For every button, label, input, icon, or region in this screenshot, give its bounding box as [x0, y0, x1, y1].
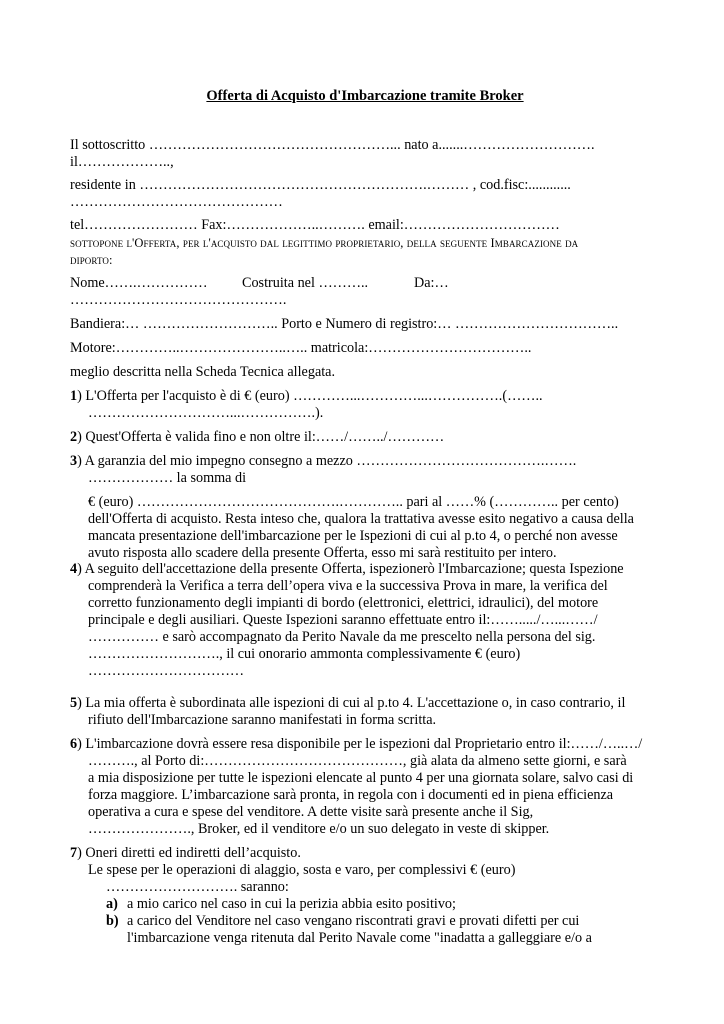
clause-text: ) L'imbarcazione dovrà essere resa disponibile per le ispezioni dal Proprietario entro il:……/…..…/ [77, 736, 643, 752]
contact-line: tel…………………… Fax:………………..………. email:…………………………… [70, 217, 560, 233]
clause-text: ……………… la somma di [88, 470, 247, 486]
built-in-field: Costruita nel ……….. [242, 275, 369, 291]
sub-item-text-b: a carico del Venditore nel caso vengano riscontrati gravi e provati difetti per cui [127, 913, 580, 929]
clause-text: forza maggiore. L’imbarcazione sarà pronta, in regola con i documenti ed in piena efficienza [88, 787, 614, 803]
clause-text: Le spese per le operazioni di alaggio, sosta e varo, per complessivi € (euro) [88, 862, 516, 878]
clause-text: ………………………., il cui onorario ammonta complessivamente € (euro) [88, 646, 521, 662]
document-title: Offerta di Acquisto d'Imbarcazione tramite Broker [206, 88, 524, 104]
clause-text: ) A garanzia del mio impegno consegno a mezzo ………………………………….……. [77, 453, 577, 469]
clause-number: 4 [70, 561, 78, 577]
clause-text: ) L'Offerta per l'acquisto è di € (euro) …………...…………...…………….(…….. [77, 388, 543, 404]
offer-statement-continuation: diporto: [70, 253, 113, 267]
clause-number: 2 [70, 429, 78, 445]
clause-text: ………………………. saranno: [106, 879, 289, 895]
technical-sheet-note: meglio descritta nella Scheda Tecnica allegata. [70, 364, 336, 380]
buyer-name-line: Il sottoscritto ……………………………………………... nato a.......………………………. [70, 137, 595, 153]
clause-text: dell'Offerta di acquisto. Resta inteso che, qualora la trattativa avesse esito negativo a causa della [88, 511, 634, 527]
birth-date-line: il……………….., [70, 154, 174, 170]
clause-text: operativa a cura e spese del venditore. A dette visite sarà presente anche il Sig, [88, 804, 534, 820]
clause-number: 5 [70, 695, 78, 711]
clause-text: ) La mia offerta è subordinata alle ispezioni di cui al p.to 4. L'accettazione o, in caso contrario, il [77, 695, 626, 711]
clause-text: principale e degli ausiliari. Queste Ispezioni saranno effettuate entro il:……...../…...……/ [88, 612, 598, 628]
clause-text: ………., al Porto di:……………………………………, già alata da almeno sette giorni, e sarà [88, 753, 627, 769]
clause-text: a mia disposizione per tutte le ispezioni elencate al punto 4 per una giornata solare, salvo casi di [88, 770, 634, 786]
offer-statement-line: sottopone l'Offerta, per l'acquisto dal legittimo proprietario, della seguente Imbarcazione da [70, 236, 579, 250]
clause-text: ) A seguito dell'accettazione della presente Offerta, ispezionerò l'Imbarcazione; questa Ispezione [77, 561, 624, 577]
clause-text: ) Oneri diretti ed indiretti dell’acquisto. [77, 845, 301, 861]
builder-field: Da:… [414, 275, 449, 291]
boat-name-continuation: ………………………………………. [70, 292, 287, 308]
clause-text: ) Quest'Offerta è valida fino e non oltre il:……/……../………… [77, 429, 445, 445]
sub-item-text-b-continuation: l'imbarcazione venga ritenuta dal Perito Navale come "inadatta a galleggiare e/o a [127, 930, 592, 946]
sub-item-text-a: a mio carico nel caso in cui la perizia abbia esito positivo; [127, 896, 456, 912]
clause-text: avuto risposta allo scadere della presente Offerta, esso mi sarà restituito per intero. [88, 545, 557, 561]
clause-text: …………… e sarò accompagnato da Perito Navale da me prescelto nella persona del sig. [88, 629, 596, 645]
sub-item-label-b: b) [106, 913, 119, 929]
clause-text: rifiuto dell'Imbarcazione saranno manifestati in forma scritta. [88, 712, 437, 728]
clause-text: …………………………… [88, 663, 245, 679]
sub-item-label-a: a) [106, 896, 118, 912]
flag-registry-line: Bandiera:… ……………………….. Porto e Numero di registro:… …………………………….. [70, 316, 619, 332]
clause-number: 3 [70, 453, 78, 469]
engine-line: Motore:…………..…………………..….. matricola:…………………………….. [70, 340, 532, 356]
clause-text: mancata presentazione dell'imbarcazione per le Ispezioni di cui al p.to 4, o perché non avesse [88, 528, 618, 544]
clause-number: 7 [70, 845, 78, 861]
clause-text: …………………., Broker, ed il venditore e/o un suo delegato in veste di skipper. [88, 821, 550, 837]
clause-text: comprenderà la Verifica a terra dell’opera viva e la successiva Prova in mare, la verifica del [88, 578, 608, 594]
clause-text: corretto funzionamento degli impianti di bordo (elettronici, elettrici, idraulici), del motore [88, 595, 599, 611]
clause-text: …………………………...…………….). [88, 405, 324, 421]
clause-text: € (euro) …………………………………….………….. pari al ……% (………….. per cento) [88, 494, 619, 510]
residence-continuation-line: ……………………………………… [70, 194, 283, 210]
residence-line: residente in …………………………………………………….……… , cod.fisc:............ [70, 177, 571, 193]
boat-name-field: Nome…….…………… [70, 275, 208, 291]
clause-number: 6 [70, 736, 78, 752]
clause-number: 1 [70, 388, 78, 404]
